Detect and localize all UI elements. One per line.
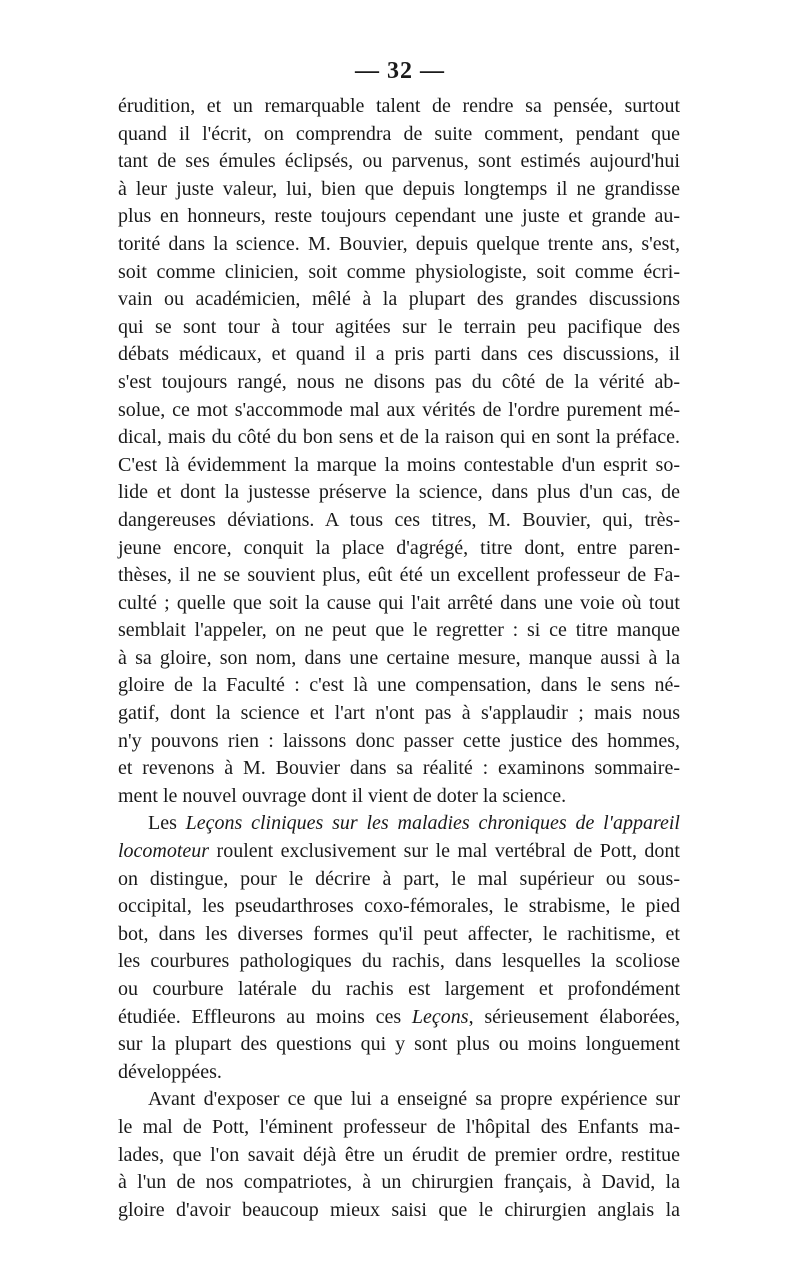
text-line: à leur juste valeur, lui, bien que depuis longtemps il ne grandisse [118,177,680,200]
text-line: quand il l'écrit, on comprendra de suite comment, pendant que [118,122,680,145]
lecons-italic: Leçons [411,1005,469,1028]
text-line [118,1004,680,1032]
text-line: semblait l'appeler, on ne peut que le regretter : si ce titre manque [118,619,680,642]
text-line: le mal de Pott, l'éminent professeur de l'hôpital des Enfants ma- [118,1115,680,1138]
text-line [118,810,680,838]
text-line: vain ou académicien, mêlé à la plupart des grandes discussions [118,288,680,311]
text-run: Les [148,812,186,835]
text-run: roulent exclusivement sur le mal vertébral de Pott, dont [209,840,680,863]
text-line: plus en honneurs, reste toujours cependant une juste et grande au- [118,205,680,228]
text-line: jeune encore, conquit la place d'agrégé, titre dont, entre paren- [118,536,680,559]
text-line: culté ; quelle que soit la cause qui l'ait arrêté dans une voie où tout [118,591,680,614]
paragraph-2 [118,810,680,1086]
text-line: s'est toujours rangé, nous ne disons pas du côté de la vérité ab- [118,370,680,393]
text-line: lide et dont la justesse préserve la science, dans plus d'un cas, de [118,481,680,504]
book-title-italic: Leçons cliniques sur les maladies chroniques de l'appareil [185,812,680,835]
text-line: soit comme clinicien, soit comme physiologiste, soit comme écri- [118,260,680,283]
text-line: gloire d'avoir beaucoup mieux saisi que le chirurgien anglais la [118,1198,680,1221]
text-run: , sérieusement élaborées, [468,1005,681,1028]
text-line: qui se sont tour à tour agitées sur le terrain peu pacifique des [118,315,680,338]
text-run: étudiée. Effleurons au moins ces [118,1005,412,1028]
text-line: à sa gloire, son nom, dans une certaine mesure, manque aussi à la [118,646,680,669]
body-text [118,93,680,1224]
text-line: occipital, les pseudarthroses coxo-fémorales, le strabisme, le pied [118,895,680,918]
text-line: solue, ce mot s'accommode mal aux vérités de l'ordre purement mé- [118,398,680,421]
text-line: à l'un de nos compatriotes, à un chirurgien français, à David, la [118,1171,680,1194]
text-line: C'est là évidemment la marque la moins contestable d'un esprit so- [118,453,680,476]
text-line: torité dans la science. M. Bouvier, depuis quelque trente ans, s'est, [118,232,680,255]
book-title-italic: locomoteur [118,840,210,863]
text-line: ment le nouvel ouvrage dont il vient de doter la science. [118,784,567,807]
text-line: ou courbure latérale du rachis est largement et profondément [118,978,680,1000]
text-line: lades, que l'on savait déjà être un érudit de premier ordre, restitue [118,1143,680,1166]
text-line: développées. [118,1060,222,1083]
text-line: n'y pouvons rien : laissons donc passer cette justice des hommes, [118,729,680,752]
text-line: on distingue, pour le décrire à part, le mal supérieur ou sous- [118,867,680,890]
text-line: Avant d'exposer ce que lui a enseigné sa propre expérience sur [148,1088,680,1111]
text-line [118,838,680,866]
page-number: — 32 — [355,58,445,84]
text-line: bot, dans les diverses formes qu'il peut affecter, le rachitisme, et [118,922,680,945]
paragraph-3 [118,1086,680,1224]
text-line: érudition, et un remarquable talent de rendre sa pensée, surtout [118,95,680,117]
text-line: dangereuses déviations. A tous ces titres, M. Bouvier, qui, très- [118,508,680,531]
paragraph-1 [118,93,680,810]
text-line: gloire de la Faculté : c'est là une compensation, dans le sens né- [118,674,680,697]
text-line: dical, mais du côté du bon sens et de la raison qui en sont la préface. [118,426,680,449]
text-line: thèses, il ne se souvient plus, eût été un excellent professeur de Fa- [118,564,680,587]
text-line: débats médicaux, et quand il a pris parti dans ces discussions, il [118,343,680,366]
text-line: gatif, dont la science et l'art n'ont pas à s'applaudir ; mais nous [118,702,680,725]
text-line: les courbures pathologiques du rachis, dans lesquelles la scoliose [118,950,680,973]
text-line: tant de ses émules éclipsés, ou parvenus, sont estimés aujourd'hui [118,150,680,173]
text-line: sur la plupart des questions qui y sont plus ou moins longuement [118,1033,680,1056]
text-line: et revenons à M. Bouvier dans sa réalité : examinons sommaire- [118,757,680,780]
